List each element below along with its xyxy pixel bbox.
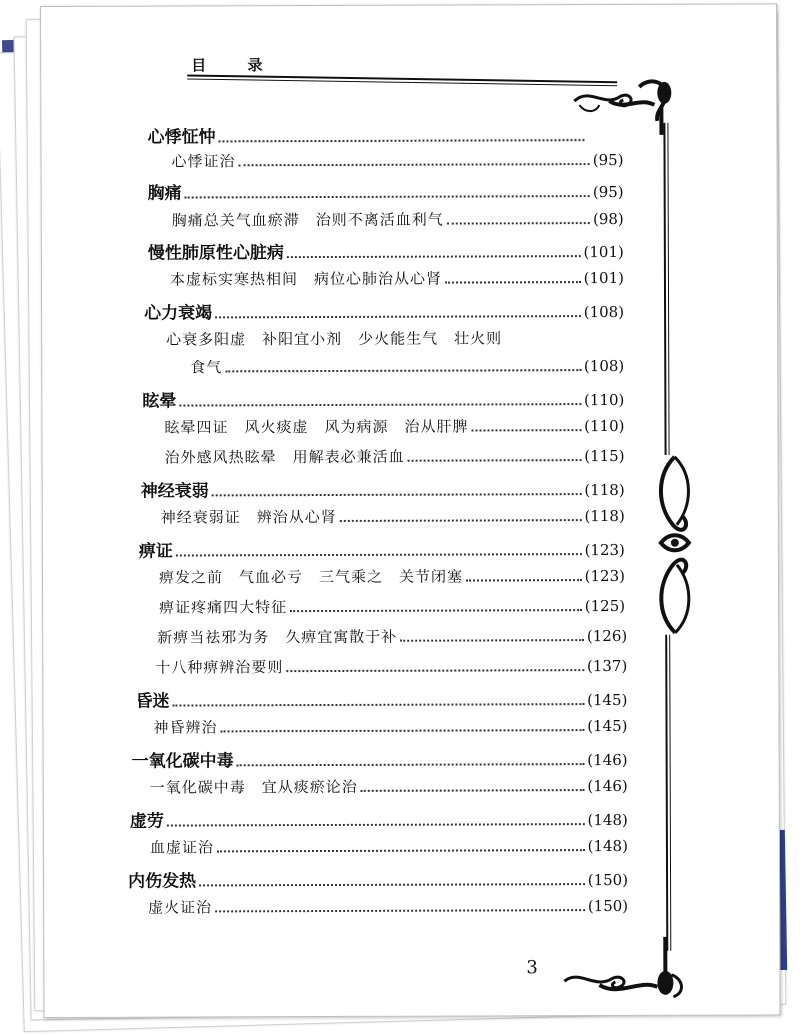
page-header-title: 目 录 <box>191 56 281 75</box>
toc-entry-title: 本虚标实寒热相间 病位心肺治从心肾 <box>169 269 443 289</box>
toc-entry-page: (95) <box>592 150 624 170</box>
toc-entry[interactable] <box>144 297 624 324</box>
toc-entry-page: (98) <box>592 209 624 229</box>
toc-entry[interactable] <box>139 535 625 562</box>
toc-entry-title: 内伤发热 <box>128 871 197 892</box>
toc-entry[interactable] <box>165 445 625 468</box>
toc-entry-title: 昏迷 <box>135 691 170 712</box>
toc-entry-title: 眩晕四证 风火痰虚 风为病源 治从肝脾 <box>164 417 469 437</box>
toc-entry[interactable] <box>150 775 628 798</box>
toc-leader-dots <box>212 493 582 496</box>
toc-entry[interactable] <box>132 745 628 772</box>
toc-entry-title-line: 心衰多阳虚 补阳宜小剂 少火能生气 壮火则 <box>166 329 503 349</box>
toc-leader-dots <box>466 579 582 581</box>
toc-entry-title: 胸痛总关气血瘀滞 治则不离活血利气 <box>171 210 444 230</box>
ornament-bottom-icon <box>559 935 689 1005</box>
toc-entry-page: (146) <box>587 776 628 796</box>
toc-entry-title: 心悸证治 <box>171 152 236 171</box>
toc-entry-page: (101) <box>583 242 624 262</box>
toc-entry[interactable] <box>141 475 625 502</box>
toc-leader-dots <box>225 369 581 372</box>
toc-entry-title: 胸痛 <box>147 183 182 204</box>
toc-entry[interactable] <box>128 865 628 892</box>
toc-page <box>40 3 781 1018</box>
toc-leader-dots <box>408 459 582 462</box>
toc-entry[interactable] <box>159 595 625 618</box>
toc-entry-title: 神经衰弱证 辨治从心肾 <box>160 507 337 527</box>
toc-entry-title: 治外感风热眩晕 用解表必兼活血 <box>164 447 405 467</box>
toc-entry-page: (118) <box>584 506 625 526</box>
page-number: 3 <box>526 957 538 979</box>
toc-entry-page: (118) <box>584 480 625 500</box>
toc-leader-dots <box>287 255 581 258</box>
toc-entry-page: (123) <box>584 566 626 586</box>
toc-entry[interactable] <box>172 149 624 172</box>
toc-entry[interactable] <box>155 655 627 678</box>
toc-entry-title: 食气 <box>190 358 223 377</box>
toc-entry-page: (126) <box>586 626 628 646</box>
toc-entry[interactable] <box>148 177 624 204</box>
toc-entry-page: (108) <box>583 302 625 322</box>
toc-entry-page: (145) <box>587 716 628 736</box>
toc-entry-title: 神昏辨治 <box>153 718 218 737</box>
toc-leader-dots <box>471 429 581 431</box>
toc-entry[interactable] <box>161 505 625 528</box>
toc-entry[interactable] <box>159 565 625 588</box>
toc-entry[interactable] <box>130 805 628 832</box>
toc-entry-title: 一氧化碳中毒 <box>131 751 234 772</box>
toc-entry-title: 神经衰弱 <box>140 481 209 502</box>
toc-entry[interactable] <box>148 237 624 264</box>
toc-entry-title: 眩晕 <box>142 391 177 412</box>
toc-leader-dots <box>218 139 584 142</box>
toc-entry-page: (110) <box>584 416 625 436</box>
toc-entry[interactable] <box>153 715 627 738</box>
toc-leader-dots <box>215 909 585 912</box>
toc-entry-title: 慢性肺原性心脏病 <box>147 243 284 264</box>
toc-entry-title: 一氧化碳中毒 宜从痰瘀论治 <box>149 777 358 797</box>
toc-entry[interactable] <box>142 385 624 412</box>
toc-leader-dots <box>361 789 585 792</box>
toc-entry-title: 痹证 <box>138 541 173 562</box>
toc-entry-title: 新痹当祛邪为务 久痹宜寓散于补 <box>157 627 398 647</box>
toc-entry-page: (123) <box>584 540 625 560</box>
toc-entry-page: (137) <box>586 656 628 676</box>
toc-entry-page: (148) <box>587 836 628 856</box>
toc-entry-page: (101) <box>583 268 624 288</box>
toc-leader-dots <box>447 222 590 224</box>
toc-entry-page: (115) <box>584 446 625 466</box>
toc-entry[interactable] <box>148 895 628 918</box>
toc-leader-dots <box>215 315 581 318</box>
toc-entry-page: (95) <box>592 182 624 202</box>
toc-leader-dots <box>185 195 590 198</box>
toc-entry-page: (150) <box>587 896 629 916</box>
toc-entry-page: (110) <box>584 390 625 410</box>
toc-entry-page: (125) <box>584 596 626 616</box>
toc-leader-dots <box>217 849 585 852</box>
toc-leader-dots <box>221 729 585 732</box>
toc-leader-dots <box>340 519 582 522</box>
toc-leader-dots <box>179 403 581 406</box>
toc-entry[interactable] <box>150 835 628 858</box>
toc-leader-dots <box>176 553 582 556</box>
toc-entry-title: 痹证疼痛四大特征 <box>159 598 288 617</box>
toc-entry-title: 心力衰竭 <box>144 303 213 324</box>
toc-entry[interactable] <box>164 415 624 438</box>
toc-entry-page: (148) <box>587 810 628 830</box>
toc-entry[interactable] <box>172 208 624 231</box>
toc-leader-dots <box>400 639 584 642</box>
toc-leader-dots <box>237 763 585 766</box>
toc-leader-dots <box>286 669 584 672</box>
toc-entry-title: 心悸怔忡 <box>147 127 216 148</box>
toc-entry[interactable] <box>190 355 624 378</box>
toc-entry-page: (150) <box>587 870 629 890</box>
toc-leader-dots <box>445 281 581 283</box>
toc-entry-page: (146) <box>587 750 628 770</box>
toc-leader-dots <box>239 163 590 166</box>
toc-entry-title: 血虚证治 <box>149 838 214 857</box>
toc-entry-page: (145) <box>587 690 628 710</box>
toc-leader-dots <box>290 609 582 612</box>
toc-entry-title: 十八种痹辨治要则 <box>155 658 284 677</box>
toc-leader-dots <box>199 883 585 886</box>
toc-leader-dots <box>172 703 584 706</box>
toc-entry-title: 虚劳 <box>129 811 164 832</box>
toc-entry-page: (108) <box>583 356 625 376</box>
toc-entry[interactable] <box>147 121 587 148</box>
toc-entry[interactable] <box>170 267 624 290</box>
toc-entry-title: 虚火证治 <box>148 898 213 917</box>
toc-entry[interactable] <box>157 625 627 648</box>
toc-entry[interactable] <box>135 685 627 712</box>
ornament-middle-icon <box>655 455 696 635</box>
toc-entry-title: 痹发之前 气血必亏 三气乘之 关节闭塞 <box>158 567 464 587</box>
toc-leader-dots <box>167 823 585 826</box>
